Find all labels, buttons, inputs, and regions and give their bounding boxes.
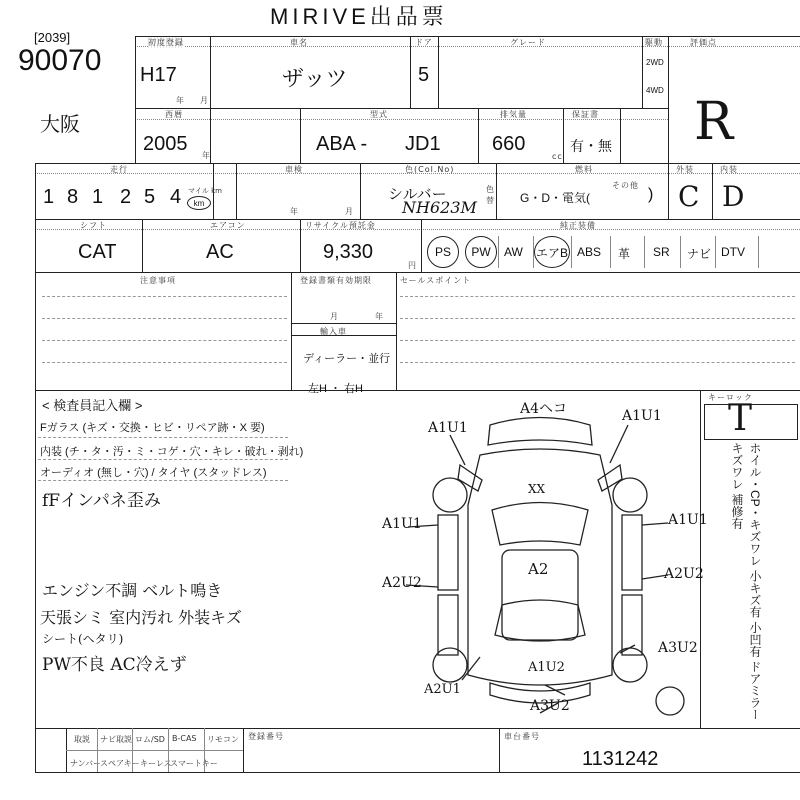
mileage-digit-6: 4: [170, 186, 182, 208]
equip-dtv: DTV: [721, 245, 745, 259]
handwritten-note-4: シート(ヘタリ): [42, 632, 124, 646]
equip-aw: AW: [504, 245, 523, 259]
month-unit-3: 月: [345, 207, 354, 216]
cb-navi: ナビ取説: [100, 735, 132, 744]
year-unit-1: 年: [176, 96, 185, 105]
cb-smart: スマートキー: [170, 759, 218, 768]
handwritten-note-2: エンジン不調 ベルト鳴き: [42, 581, 223, 600]
year-unit-3: 年: [290, 207, 299, 216]
model-name-value: ザッツ: [282, 66, 348, 91]
label-reg-no: 登録番号: [248, 732, 284, 741]
label-first-reg: 初度登録: [148, 38, 184, 47]
label-inspection: 車検: [285, 165, 303, 174]
label-doors: ドア: [415, 38, 433, 47]
label-exterior: 外装: [676, 165, 694, 174]
drive-4wd: 4WD: [646, 86, 664, 95]
label-warranty: 保証書: [572, 110, 599, 119]
label-reg-doc: 登録書類有効期限: [300, 276, 372, 285]
label-notes: 注意事項: [140, 276, 176, 285]
steering-option: 左H ・ 右H: [308, 383, 363, 395]
cb-spare: スペアキー: [100, 759, 140, 768]
dealer-option: ディーラー・並行: [303, 353, 391, 365]
label-body-no: 車台番号: [504, 732, 540, 741]
reg-doc-month: 月: [330, 312, 339, 321]
fuel-close: ): [648, 186, 654, 203]
mark-rear-qtr: A3U2: [658, 640, 698, 656]
equip-pw: PW: [465, 236, 497, 268]
cb-bcas: B-CAS: [172, 734, 197, 743]
mileage-digit-4: 2: [120, 186, 132, 208]
fuel-value: G・D・電気(: [520, 191, 590, 205]
mileage-digit-3: 1: [92, 186, 104, 208]
form-title: MIRIVE出品票: [270, 4, 448, 29]
audio-line: オーディオ (無し・穴) / タイヤ (スタッドレス): [40, 467, 267, 479]
side-condition-text: ホイル・CP・キズワレ 小キズ有 小凹有 ドアミラー キズワレ 補修有: [730, 442, 762, 721]
equip-airbag: エアB: [534, 236, 570, 268]
rating-value: R: [694, 92, 734, 152]
label-drive: 駆動: [645, 38, 663, 47]
type-prefix: ABA -: [316, 133, 368, 155]
label-rating: 評価点: [690, 38, 717, 47]
cb-rom: ロム/SD: [135, 735, 165, 744]
exterior-grade: C: [678, 180, 700, 213]
label-interior: 内装: [720, 165, 738, 174]
mark-xx: XX: [528, 482, 546, 496]
color-no-value: NH623M: [402, 198, 477, 217]
type-code: JD1: [405, 133, 441, 155]
label-recycle: リサイクル預託金: [305, 221, 376, 230]
mark-roof: A2: [528, 560, 549, 578]
label-year-model: 西暦: [165, 110, 183, 119]
mark-l-rear: A2U2: [382, 575, 422, 591]
mark-r-rear: A2U2: [664, 566, 704, 582]
label-grade: グレード: [510, 38, 546, 47]
label-keylock: キーロック: [708, 393, 753, 402]
mark-fl-fender: A1U1: [428, 420, 468, 436]
label-aircon: エアコン: [210, 221, 246, 230]
mark-bottom-left: A2U1: [424, 682, 461, 697]
reg-doc-day: 年: [375, 312, 384, 321]
label-import: 輸入車: [320, 327, 347, 336]
first-reg-value: H17: [140, 64, 177, 86]
year-unit-2: 年: [202, 151, 211, 160]
cb-keyless: キーレス: [140, 759, 172, 768]
warranty-value: 有・無: [570, 138, 612, 154]
handwritten-note-1: fFインパネ歪み: [42, 491, 161, 511]
drive-2wd: 2WD: [646, 58, 664, 67]
cb-number: ナンバー: [70, 759, 102, 768]
equip-navi: ナビ: [687, 247, 712, 261]
label-equipment: 純正装備: [560, 221, 596, 230]
fuel-other: その他: [612, 181, 639, 190]
equip-sr: SR: [653, 245, 670, 259]
body-number: 1131242: [582, 748, 659, 770]
cb-torisetsu: 取説: [74, 735, 90, 744]
mark-r-door: A1U1: [668, 512, 708, 528]
mark-l-door: A1U1: [382, 516, 422, 532]
mileage-digit-2: 8: [67, 186, 79, 208]
label-mileage: 走行: [110, 165, 128, 174]
lot-number: 90070: [18, 44, 102, 77]
equip-abs: ABS: [577, 245, 602, 259]
inspector-heading: < 検査員記入欄 >: [42, 398, 143, 413]
handwritten-note-5: PW不良 AC冷えず: [42, 655, 187, 675]
region: 大阪: [40, 114, 80, 136]
shift-value: CAT: [78, 241, 117, 263]
mileage-digit-5: 5: [144, 186, 156, 208]
label-sales-points: セールスポイント: [400, 276, 472, 285]
mileage-unit: マイル km: [188, 187, 222, 195]
doors-value: 5: [418, 64, 430, 86]
label-model-name: 車名: [290, 38, 308, 47]
mark-rear-bottom: A3U2: [530, 698, 570, 714]
displacement-value: 660: [492, 133, 526, 155]
label-color: 色(Col.No): [405, 165, 455, 174]
label-shift: シフト: [80, 221, 107, 230]
mileage-digit-1: 1: [43, 186, 55, 208]
yen-unit: 円: [408, 261, 417, 270]
mark-rear-center: A1U2: [528, 660, 565, 675]
interior-line: 内装 (チ・タ・汚・ミ・コゲ・穴・キレ・破れ・剥れ): [40, 446, 304, 458]
month-unit-1: 月: [200, 96, 209, 105]
glass-line: Fガラス (キズ・交換・ヒビ・リペア跡・X 要): [40, 422, 265, 434]
year-model-value: 2005: [143, 133, 188, 155]
aircon-value: AC: [206, 241, 234, 263]
interior-grade: D: [722, 180, 745, 213]
lot-bracket: [2039]: [34, 30, 71, 45]
cb-remote: リモコン: [207, 735, 239, 744]
mark-fr-fender: A1U1: [622, 408, 662, 424]
label-type: 型式: [370, 110, 388, 119]
equip-leather: 革: [618, 247, 631, 261]
mark-front: A4ヘコ: [520, 401, 568, 417]
color-change: 色替: [486, 185, 495, 205]
label-fuel: 燃料: [575, 165, 593, 174]
recycle-value: 9,330: [323, 241, 374, 263]
handwritten-note-3: 天張シミ 室内汚れ 外装キズ: [40, 608, 242, 627]
cc-unit: cc: [552, 152, 563, 161]
km-circle: km: [187, 196, 211, 210]
keylock-mark: T: [728, 398, 753, 439]
label-displacement: 排気量: [500, 110, 527, 119]
color-value: シルバー: [388, 186, 447, 203]
equip-ps: PS: [427, 236, 459, 268]
